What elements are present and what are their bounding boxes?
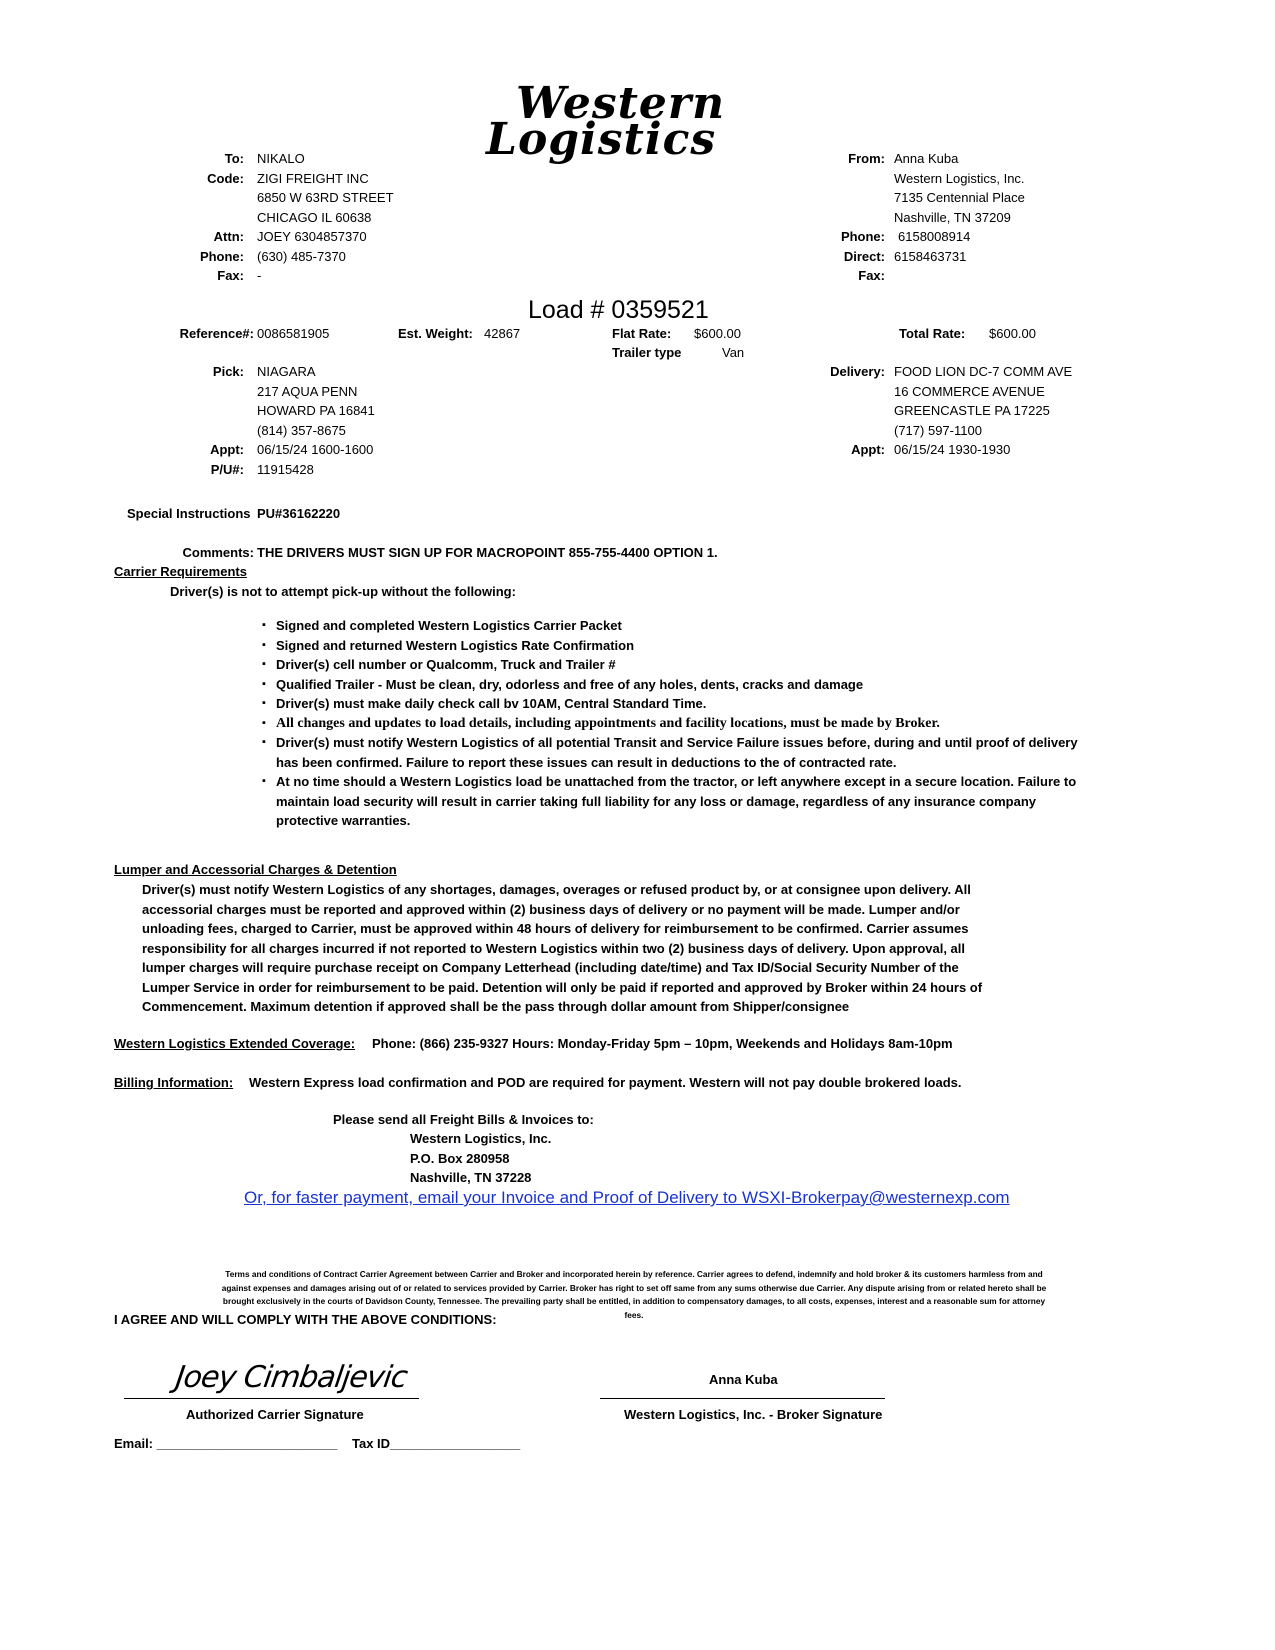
delivery-phone: (717) 597-1100 xyxy=(894,423,982,438)
carrier-requirements-list xyxy=(262,616,1082,831)
requirement-item: ▪ Signed and completed Western Logistics Carrier Packet xyxy=(262,616,1082,636)
code-label: Code: xyxy=(207,171,244,186)
comments-value: THE DRIVERS MUST SIGN UP FOR MACROPOINT 855-755-4400 OPTION 1. xyxy=(257,545,718,560)
to-address-2: CHICAGO IL 60638 xyxy=(257,210,372,225)
delivery-label: Delivery: xyxy=(830,364,885,379)
from-label: From: xyxy=(848,151,885,166)
coverage-label: Western Logistics Extended Coverage: xyxy=(114,1036,356,1051)
logo-line-1: Western xyxy=(516,78,726,129)
flat-rate-value: $600.00 xyxy=(694,326,741,341)
pu-label: P/U#: xyxy=(210,462,244,477)
billing-label: Billing Information: xyxy=(114,1075,234,1090)
western-logistics-logo xyxy=(486,78,726,165)
code-value: ZIGI FREIGHT INC xyxy=(257,171,369,186)
broker-name: Anna Kuba xyxy=(709,1372,778,1387)
to-address-1: 6850 W 63RD STREET xyxy=(257,190,394,205)
from-phone-value: 6158008914 xyxy=(898,229,971,244)
requirement-item: ▪ Driver(s) must make daily check call bv 10AM, Central Standard Time. xyxy=(262,694,1082,714)
lumper-heading: Lumper and Accessorial Charges & Detention xyxy=(114,862,397,877)
load-number: Load # 0359521 xyxy=(528,296,709,324)
lumper-text: Driver(s) must notify Western Logistics of any shortages, damages, overages or refused product by, or at consignee upon delivery. All accessorial charges must be reported and approved within (2) business days of delivery or no payment will be made. Lumper and/or unloading fees, charged to Carrier, must be approved within 48 hours of delivery for reimbursement to be confirmed. Carrier assumes responsibility for all charges incurred if not reported to Western Logistics within two (2) business days of delivery. Upon approval, all lumper charges will require purchase receipt on Company Letterhead (including date/time) and Tax ID/Social Security Number of the Lumper Service in order for reimbursement to be paid. Detention will only be paid if reported and approved by Broker within 24 hours of Commencement. Maximum detention if approved shall be the pass through dollar amount from Shipper/consignee xyxy=(142,882,983,1014)
billing-address-2: P.O. Box 280958 xyxy=(410,1151,510,1166)
trailer-type-label: Trailer type xyxy=(612,345,682,360)
delivery-name: FOOD LION DC-7 COMM AVE xyxy=(894,364,1073,379)
from-address-2: Nashville, TN 37209 xyxy=(894,210,1011,225)
to-fax-value: - xyxy=(257,268,262,283)
requirement-item: ▪ All changes and updates to load details, including appointments and facility locations, must be made by Broker. xyxy=(262,714,1082,734)
billing-address-3: Nashville, TN 37228 xyxy=(410,1170,532,1185)
comments-label: Comments: xyxy=(182,545,254,560)
flat-rate-label: Flat Rate: xyxy=(612,326,672,341)
carrier-signature-label: Authorized Carrier Signature xyxy=(186,1407,364,1422)
billing-send-to: Please send all Freight Bills & Invoices to: xyxy=(333,1112,594,1127)
pick-name: NIAGARA xyxy=(257,364,316,379)
weight-label: Est. Weight: xyxy=(398,326,473,341)
from-value: Anna Kuba xyxy=(894,151,959,166)
reference-label: Reference#: xyxy=(179,326,254,341)
total-rate-label: Total Rate: xyxy=(899,326,966,341)
pick-address-2: HOWARD PA 16841 xyxy=(257,403,375,418)
pick-phone: (814) 357-8675 xyxy=(257,423,346,438)
carrier-signature-line xyxy=(124,1398,419,1399)
from-company: Western Logistics, Inc. xyxy=(894,171,1025,186)
delivery-address-2: GREENCASTLE PA 17225 xyxy=(894,403,1050,418)
from-phone-label: Phone: xyxy=(840,229,885,244)
delivery-appt-label: Appt: xyxy=(851,442,885,457)
logo-line-2: Logistics xyxy=(486,114,717,165)
to-value: NIKALO xyxy=(257,151,305,166)
requirement-item: ▪ Driver(s) cell number or Qualcomm, Truck and Trailer # xyxy=(262,655,1082,675)
billing-email-link[interactable]: Or, for faster payment, email your Invoice and Proof of Delivery to WSXI-Brokerpay@westernexp.com xyxy=(244,1188,1010,1207)
broker-signature-label: Western Logistics, Inc. - Broker Signature xyxy=(624,1407,883,1422)
from-direct-label: Direct: xyxy=(843,249,885,264)
requirement-item: ▪ At no time should a Western Logistics load be unattached from the tractor, or left anywhere except in a secure location. Failure to maintain load security will result in carrier taking full liability for any loss or damage, regardless of any insurance company protective warranties. xyxy=(262,772,1082,831)
to-label: To: xyxy=(224,151,244,166)
from-direct-value: 6158463731 xyxy=(894,249,967,264)
pick-label: Pick: xyxy=(212,364,244,379)
delivery-appt-value: 06/15/24 1930-1930 xyxy=(894,442,1011,457)
carrier-requirements-intro: Driver(s) is not to attempt pick-up without the following: xyxy=(170,584,516,599)
agree-statement: I AGREE AND WILL COMPLY WITH THE ABOVE CONDITIONS: xyxy=(114,1312,497,1327)
pick-address-1: 217 AQUA PENN xyxy=(257,384,358,399)
attn-value: JOEY 6304857370 xyxy=(257,229,367,244)
weight-value: 42867 xyxy=(484,326,521,341)
requirement-item: ▪ Qualified Trailer - Must be clean, dry, odorless and free of any holes, dents, cracks and damage xyxy=(262,675,1082,695)
carrier-signature: Joey Cimbaljevic xyxy=(173,1360,410,1395)
attn-label: Attn: xyxy=(213,229,244,244)
delivery-address-1: 16 COMMERCE AVENUE xyxy=(894,384,1045,399)
special-instructions-value: PU#36162220 xyxy=(257,506,341,521)
reference-value: 0086581905 xyxy=(257,326,330,341)
tax-id-field[interactable]: Tax ID__________________ xyxy=(352,1436,521,1451)
broker-signature-line xyxy=(600,1398,885,1399)
requirement-item: ▪ Signed and returned Western Logistics Rate Confirmation xyxy=(262,636,1082,656)
to-fax-label: Fax: xyxy=(217,268,244,283)
trailer-type-value: Van xyxy=(722,345,745,360)
from-fax-label: Fax: xyxy=(858,268,885,283)
billing-address-1: Western Logistics, Inc. xyxy=(410,1131,552,1146)
terms-fine-print: Terms and conditions of Contract Carrier Agreement between Carrier and Broker and incorporated herein by reference. Carrier agrees to defend, indemnify and hold broker & its customers harmless from and against expenses and damages arising out of or related to services provided by Carrier. Broker has right to set off same from any sums otherwise due Carrier. Any dispute arising from or related hereto shall be brought exclusively in the courts of Davidson County, Tennessee. The prevailing party shall be entitled, in addition to compensatory damages, to all costs, expenses, interest and a reasonable sum for attorney fees. xyxy=(221,1269,1047,1320)
coverage-text: Phone: (866) 235-9327 Hours: Monday-Friday 5pm – 10pm, Weekends and Holidays 8am-10pm xyxy=(372,1036,953,1051)
email-field[interactable]: Email: _________________________ xyxy=(114,1436,338,1451)
billing-text: Western Express load confirmation and POD are required for payment. Western will not pay double brokered loads. xyxy=(249,1075,962,1090)
requirement-item: ▪ Driver(s) must notify Western Logistics of all potential Transit and Service Failure issues before, during and until proof of delivery has been confirmed. Failure to report these issues can result in deductions to the of contracted rate. xyxy=(262,733,1082,772)
pu-value: 11915428 xyxy=(257,462,314,477)
total-rate-value: $600.00 xyxy=(989,326,1036,341)
special-instructions-label: Special Instructions xyxy=(127,506,251,521)
from-address-1: 7135 Centennial Place xyxy=(894,190,1025,205)
pick-appt-value: 06/15/24 1600-1600 xyxy=(257,442,374,457)
pick-appt-label: Appt: xyxy=(210,442,244,457)
carrier-requirements-heading: Carrier Requirements xyxy=(114,564,247,579)
to-phone-value: (630) 485-7370 xyxy=(257,249,346,264)
to-phone-label: Phone: xyxy=(199,249,244,264)
